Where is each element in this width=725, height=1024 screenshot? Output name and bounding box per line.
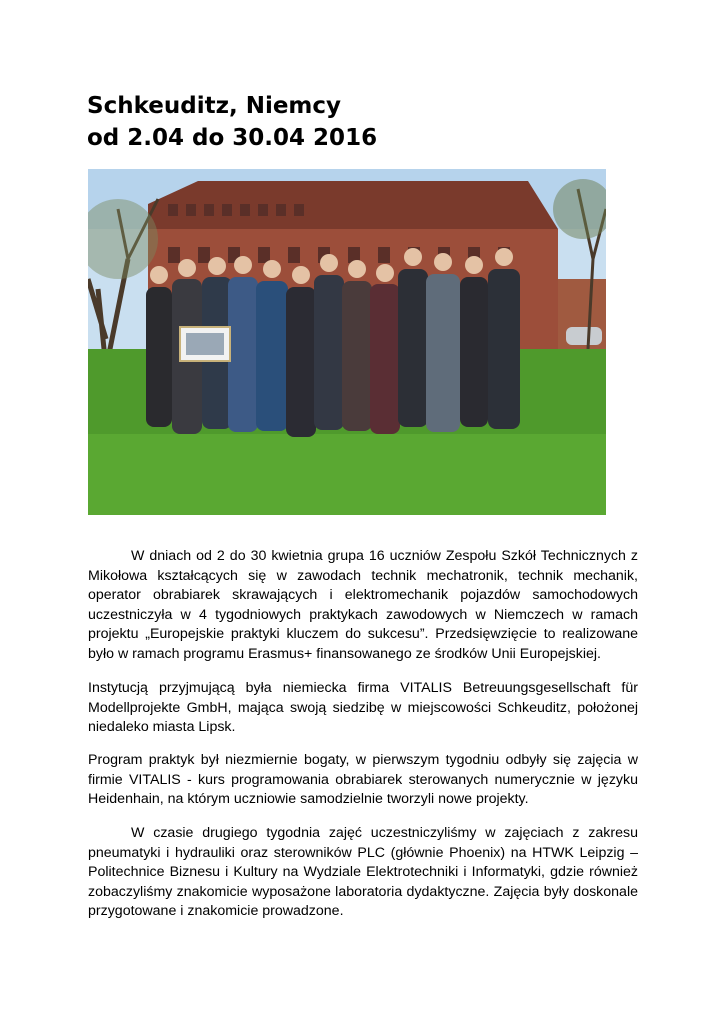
group-photo (88, 169, 606, 515)
page-title (87, 90, 377, 154)
paragraph-intro: W dniach od 2 do 30 kwietnia grupa 16 uczniów Zespołu Szkół Technicznych z Mikołowa kształcących się w zawodach technik mechatronik, technik mechanik, operator obrabiarek skrawających i elektromechanik pojazdów samochodowych uczestniczyła w 4 tygodniowych praktykach zawodowych w Niemczech w ramach projektu „Europejskie praktyki kluczem do sukcesu”. Przedsięwzięcie to realizowane było w ramach programu Erasmus+ finansowanego ze środków Unii Europejskiej. (88, 548, 638, 662)
title-line-location: Schkeuditz, Niemcy (87, 93, 342, 119)
paragraph-second-week: W czasie drugiego tygodnia zajęć uczestniczyliśmy w zajęciach z zakresu pneumatyki i hydrauliki oraz sterowników PLC (głównie Phoenix) na HTWK Leipzig – Politechnice Biznesu i Kultury na Wydziale Elektrotechniki i Informatyki, gdzie również zobaczyliśmy znakomicie wyposażone laboratoria dydaktyczne. Zajęcia były doskonale przygotowane i znakomicie prowadzone. (88, 825, 638, 920)
paragraph-host: Instytucją przyjmującą była niemiecka firma VITALIS Betreuungsgesellschaft für Modellprojekte GmbH, mająca swoją siedzibę w miejscowości Schkeuditz, położonej niedaleko miasta Lipsk. (88, 680, 638, 736)
paragraph-program: Program praktyk był niezmiernie bogaty, w pierwszym tygodniu odbyły się zajęcia w firmie VITALIS - kurs programowania obrabiarek sterowanych numerycznie w języku Heidenhain, na którym uczniowie samodzielnie tworzyli nowe projekty. (88, 752, 638, 808)
title-line-dates: od 2.04 do 30.04 2016 (87, 125, 378, 151)
